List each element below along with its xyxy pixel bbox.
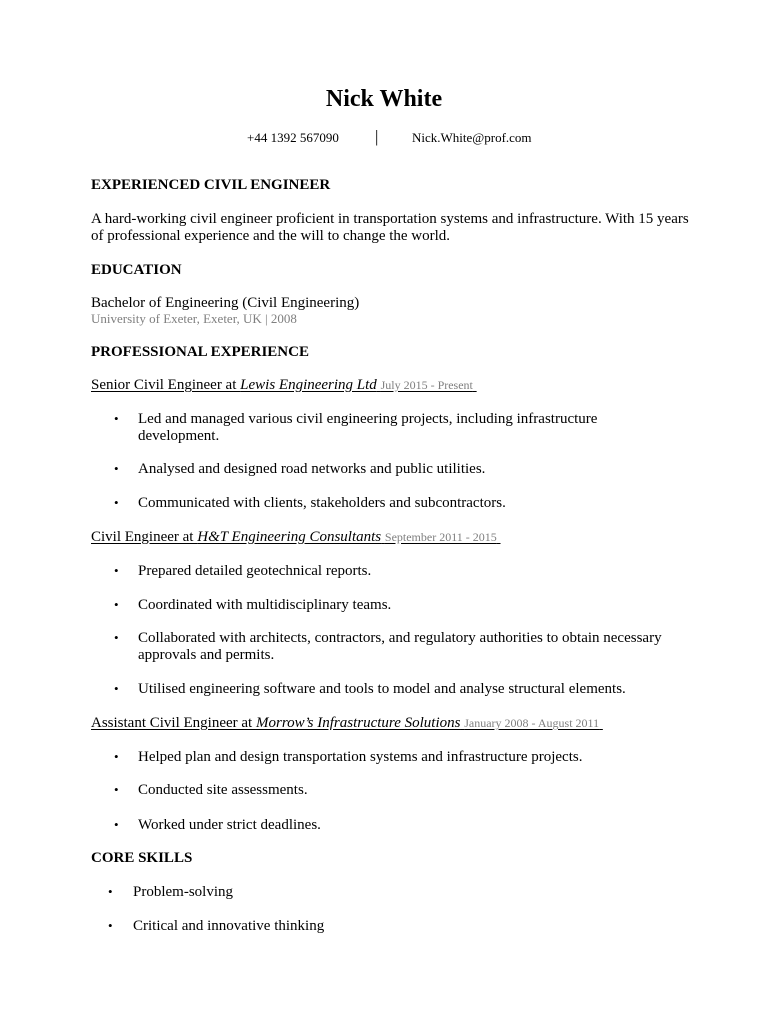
job-company: Morrow’s Infrastructure Solutions xyxy=(255,715,461,731)
profile-summary: A hard-working civil engineer proficient in transportation systems and infrastructure. With 15 years of professional experience and the will to change the world. xyxy=(91,211,689,244)
job-bullet: Collaborated with architects, contractors, and regulatory authorities to obtain necessary approvals and permits. xyxy=(138,630,662,663)
job-bullet: Worked under strict deadlines. xyxy=(138,817,321,833)
job-title: Assistant Civil Engineer at xyxy=(91,715,256,731)
candidate-name: Nick White xyxy=(325,86,443,112)
bullet-icon: • xyxy=(108,884,113,899)
job-dates: January 2008 - August 2011 xyxy=(464,716,600,730)
job-bullet: Communicated with clients, stakeholders and subcontractors. xyxy=(138,495,506,511)
email-address: Nick.White@prof.com xyxy=(412,130,532,145)
bullet-icon: • xyxy=(114,782,119,797)
skill-item: Problem-solving xyxy=(133,884,233,900)
job-bullet: Utilised engineering software and tools to model and analyse structural elements. xyxy=(138,681,626,697)
job-company: H&T Engineering Consultants xyxy=(197,529,382,545)
skills-heading: CORE SKILLS xyxy=(91,850,193,866)
job-bullet: Analysed and designed road networks and public utilities. xyxy=(138,461,486,477)
job-dates: September 2011 - 2015 xyxy=(384,530,497,544)
job-bullet: Prepared detailed geotechnical reports. xyxy=(138,563,372,579)
job-bullet: Helped plan and design transportation systems and infrastructure projects. xyxy=(138,749,583,765)
bullet-icon: • xyxy=(114,495,119,510)
bullet-icon: • xyxy=(114,630,119,645)
contact-separator: | xyxy=(375,127,379,146)
bullet-icon: • xyxy=(114,817,119,832)
job-bullet: Coordinated with multidisciplinary teams. xyxy=(138,597,392,613)
profile-heading: EXPERIENCED CIVIL ENGINEER xyxy=(91,177,331,193)
bullet-icon: • xyxy=(114,563,119,578)
job-bullet: Led and managed various civil engineering projects, including infrastructure development. xyxy=(138,411,598,444)
job-bullet: Conducted site assessments. xyxy=(138,782,308,798)
bullet-icon: • xyxy=(108,918,113,933)
experience-heading: PROFESSIONAL EXPERIENCE xyxy=(91,344,309,360)
bullet-icon: • xyxy=(114,411,119,426)
skill-item: Critical and innovative thinking xyxy=(133,918,325,934)
bullet-icon: • xyxy=(114,749,119,764)
education-institution: University of Exeter, Exeter, UK | 2008 xyxy=(91,311,297,326)
job-title-line xyxy=(91,715,603,732)
job-title-line xyxy=(91,377,477,394)
bullet-icon: • xyxy=(114,597,119,612)
job-title: Senior Civil Engineer at xyxy=(91,377,241,393)
bullet-icon: • xyxy=(114,681,119,696)
job-dates: July 2015 - Present xyxy=(380,378,473,392)
education-degree: Bachelor of Engineering (Civil Engineering) xyxy=(91,295,360,311)
phone-number: +44 1392 567090 xyxy=(247,130,339,145)
education-heading: EDUCATION xyxy=(91,262,182,278)
job-title: Civil Engineer at xyxy=(91,529,198,545)
job-company: Lewis Engineering Ltd xyxy=(240,377,377,393)
bullet-icon: • xyxy=(114,461,119,476)
job-title-line xyxy=(91,529,501,546)
